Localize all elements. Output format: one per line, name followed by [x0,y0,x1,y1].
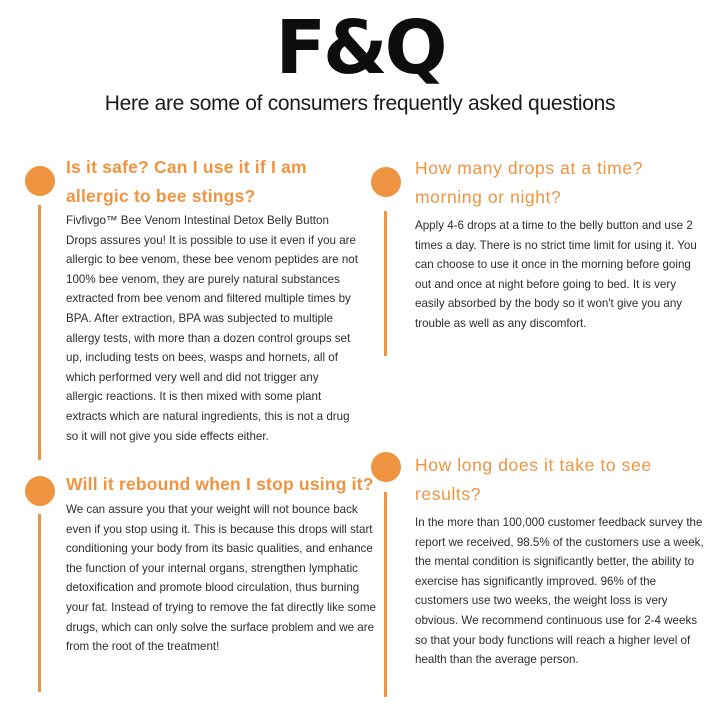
bullet-dot-icon [371,167,401,197]
faq-question: How many drops at a time? morning or night? [415,158,644,207]
bullet-dot-icon [25,476,55,506]
faq-answer: Apply 4-6 drops at a time to the belly button and use 2 times a day. There is no strict time limit for using it. You can choose to use it once in the morning before going out and once at night before going to bed. It is very easily absorbed by the body so it won't give you any trouble as well as any discomfort. [415,219,697,330]
divider-bar [384,211,387,356]
faq-question: Will it rebound when I stop using it? [66,474,374,494]
faq-answer: Fivfivgo™ Bee Venom Intestinal Detox Belly Button Drops assures you! It is possible to use it even if you are allergic to bee venom, these bee venom peptides are not 100% bee venom, they are purely natural substances extracted from bee venom and filtered multiple times by BPA. After extraction, BPA was subjected to multiple allergy tests, with more than a dozen control groups set up, including tests on bees, wasps and hornets, all of which performed very well and did not trigger any allergic reactions. It is then mixed with some plant extracts which are natural ingredients, this is not a drug so it will not give you side effects either. [66,214,358,443]
divider-bar [38,514,41,692]
faq-answer: We can assure you that your weight will not bounce back even if you stop using it. This is because this drops will start conditioning your body from its basic qualities, and enhance the function of your internal organs, strengthen lymphatic detoxification and promote blood circulation, thus burning your fat. Instead of trying to remove the fat directly like some drugs, which can only solve the surface problem and we are from the root of the treatment! [66,503,376,654]
page-title: F&Q [275,5,445,91]
page-subtitle: Here are some of consumers frequently asked questions [104,92,616,115]
divider-bar [384,492,387,697]
faq-question: Is it safe? Can I use it if I am allergic to bee stings? [66,157,307,206]
faq-answer: In the more than 100,000 customer feedback survey the report we received, 98.5% of the customers use a week, the mental condition is significantly better, the ability to exercise has significantly improved. 96% of the customers use two weeks, the weight loss is very obvious. We recommend continuous use for 2-4 weeks so that your body functions will reach a higher level of health than the average person. [415,516,704,667]
bullet-dot-icon [371,452,401,482]
divider-bar [38,205,41,460]
faq-question: How long does it take to see results? [415,455,652,504]
bullet-dot-icon [25,166,55,196]
